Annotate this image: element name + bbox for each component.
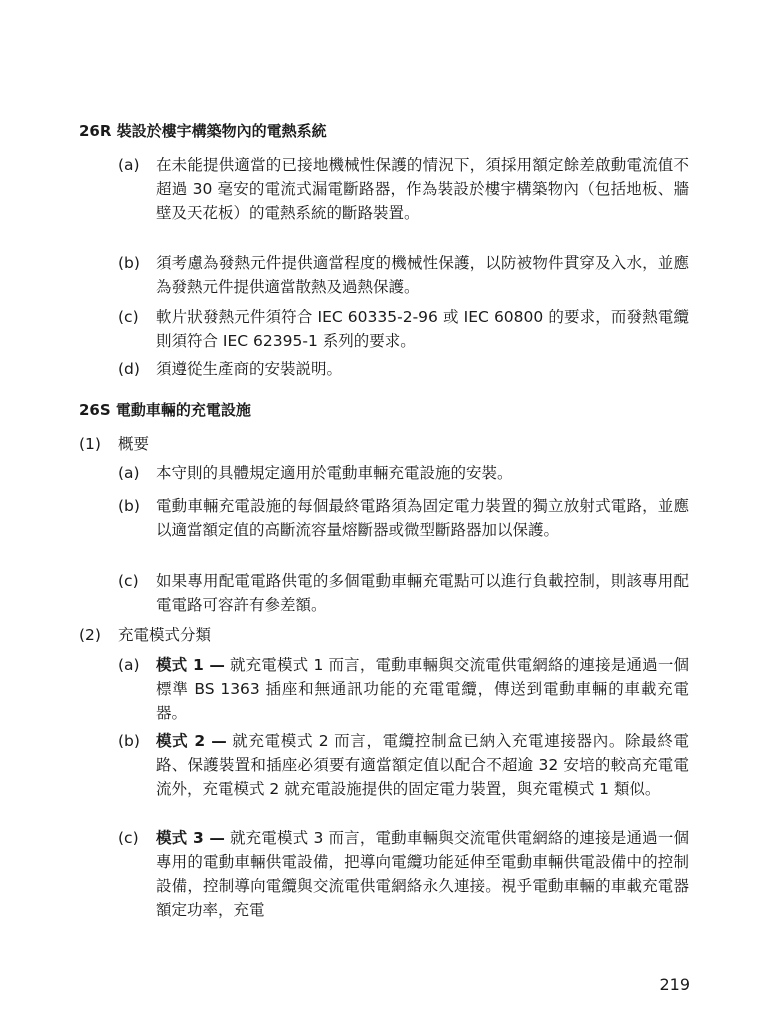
list-item [118,826,689,922]
item-label: (b) [118,732,140,750]
item-text: 須考慮為發熱元件提供適當程度的機械性保護，以防被物件貫穿及入水，並應為發熱元件提供適當散熱及過熱保護。 [156,254,689,296]
subsection-heading [79,432,689,456]
subsection-label: (2) [79,626,101,644]
item-label: (b) [118,497,140,515]
item-text: 在未能提供適當的已接地機械性保護的情況下，須採用額定餘差啟動電流值不超過 30 毫安的電流式漏電斷路器，作為裝設於樓宇構築物內（包括地板、牆壁及天花板）的電熱系統的斷路裝置。 [156,156,689,222]
list-item [118,251,689,299]
subsection-text: 概要 [118,435,150,453]
list-item [118,461,689,485]
mode-title: 模式 1 — [156,656,225,674]
item-label: (a) [118,464,140,482]
item-text: 須遵從生產商的安裝説明。 [156,360,343,378]
item-label: (a) [118,156,140,174]
item-label: (d) [118,360,140,378]
list-item [118,153,689,225]
item-label: (c) [118,308,139,326]
subsection-text: 充電模式分類 [118,626,212,644]
page-number: 219 [659,975,690,994]
item-text: 如果專用配電電路供電的多個電動車輛充電點可以進行負載控制，則該專用配電電路可容許有參差額。 [156,572,689,614]
mode-text: 就充電模式 2 而言，電纜控制盒已納入充電連接器內。除最終電路、保護裝置和插座必須要有適當額定值以配合不超逾 32 安培的較高充電電流外，充電模式 2 就充電設施提供的固定電力裝置，與充電模式 1 類似。 [156,732,689,798]
item-label: (a) [118,656,140,674]
item-text [156,729,689,801]
item-label: (b) [118,254,140,272]
list-item [118,653,689,725]
subsection-heading [79,623,689,647]
list-item [118,494,689,542]
item-text [156,653,689,725]
item-text [156,826,689,922]
list-item [118,569,689,617]
section-title-26s: 26S 電動車輛的充電設施 [79,401,251,419]
mode-title: 模式 2 — [156,732,227,750]
mode-text: 就充電模式 1 而言，電動車輛與交流電供電網絡的連接是通過一個標準 BS 1363 插座和無通訊功能的充電電纜，傳送到電動車輛的車載充電器。 [156,656,690,722]
item-text: 電動車輛充電設施的每個最終電路須為固定電力裝置的獨立放射式電路，並應以適當額定值的高斷流容量熔斷器或微型斷路器加以保護。 [156,497,689,539]
list-item [118,357,689,381]
item-text: 軟片狀發熱元件須符合 IEC 60335-2-96 或 IEC 60800 的要求，而發熱電纜則須符合 IEC 62395-1 系列的要求。 [156,308,689,350]
section-title-26r: 26R 裝設於樓宇構築物內的電熱系統 [79,122,327,140]
mode-title: 模式 3 — [156,829,225,847]
item-label: (c) [118,829,139,847]
item-text: 本守則的具體規定適用於電動車輛充電設施的安裝。 [156,464,513,482]
subsection-label: (1) [79,435,101,453]
list-item [118,305,689,353]
mode-text: 就充電模式 3 而言，電動車輛與交流電供電網絡的連接是通過一個專用的電動車輛供電設備，把導向電纜功能延伸至電動車輛供電設備中的控制設備，控制導向電纜與交流電供電網絡永久連接。視乎電動車輛的車載充電器額定功率，充電 [156,829,690,919]
item-label: (c) [118,572,139,590]
list-item [118,729,689,801]
